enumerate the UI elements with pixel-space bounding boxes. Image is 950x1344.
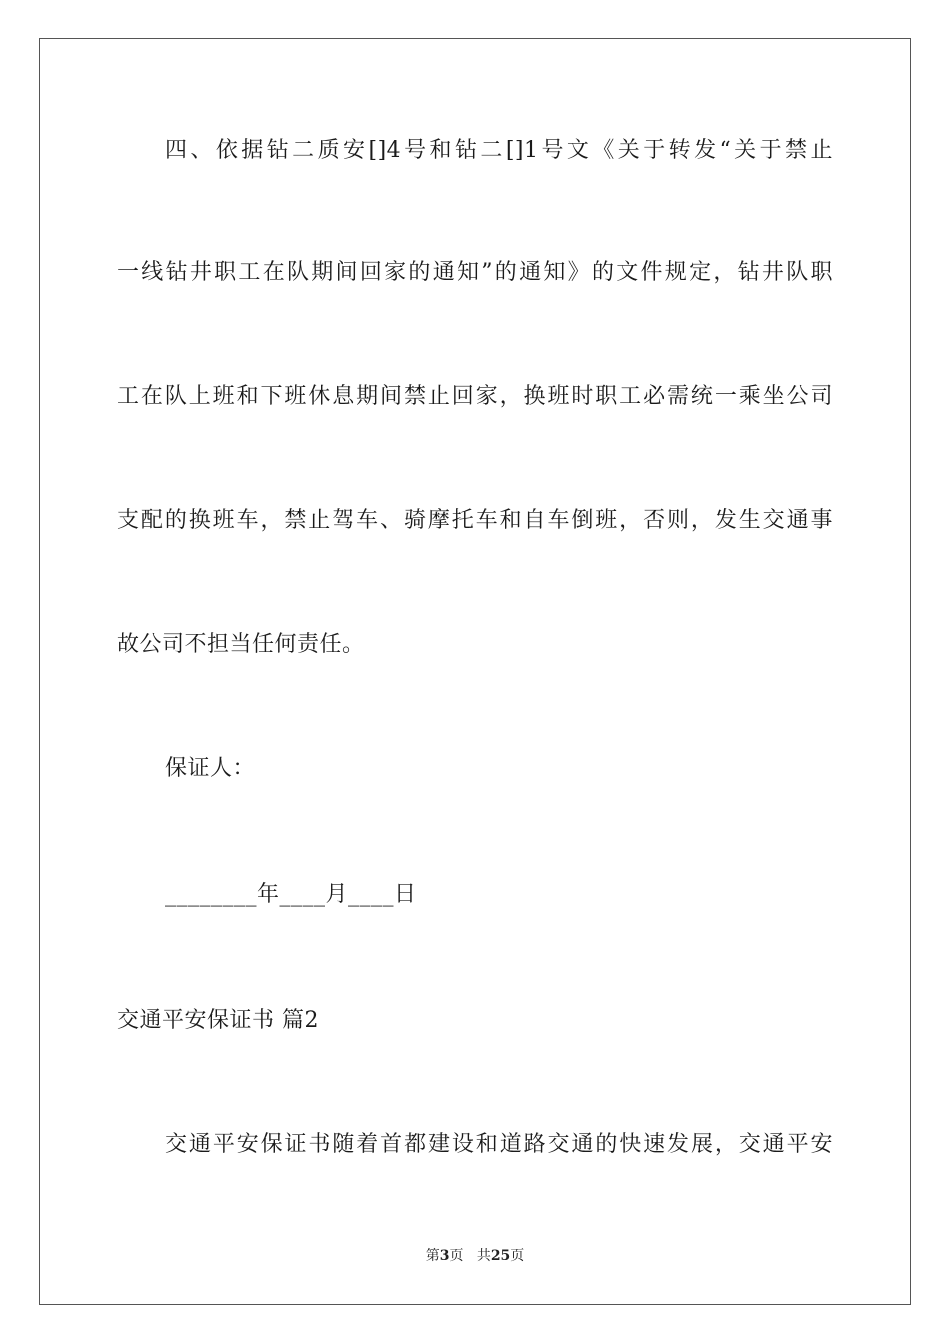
- footer-page-suffix: 页: [449, 1248, 464, 1264]
- paragraph-line: 四、依据钻二质安[]4号和钻二[]1号文《关于转发“关于禁止: [165, 138, 833, 163]
- paragraph-line: 故公司不担当任何责任。: [117, 632, 365, 657]
- current-page-number: 3: [439, 1248, 450, 1264]
- page-border: [39, 38, 911, 1305]
- footer-prefix: 第: [425, 1248, 440, 1264]
- paragraph-line: 工在队上班和下班休息期间禁止回家，换班时职工必需统一乘坐公司: [117, 384, 833, 409]
- guarantor-label: 保证人：: [165, 756, 256, 781]
- section-title: 交通平安保证书 篇2: [117, 1008, 319, 1033]
- paragraph-line: 一线钻井职工在队期间回家的通知”的通知》的文件规定，钻井队职: [117, 260, 833, 285]
- page-footer: [0, 1246, 950, 1266]
- footer-total-prefix: 共: [476, 1248, 491, 1264]
- paragraph-line: 支配的换班车，禁止驾车、骑摩托车和自车倒班，否则，发生交通事: [117, 508, 833, 533]
- paragraph-line: 交通平安保证书随着首都建设和道路交通的快速发展，交通平安: [165, 1132, 833, 1157]
- total-page-number: 25: [490, 1248, 511, 1264]
- date-line: ________年____月____日: [165, 882, 417, 907]
- footer-total-suffix: 页: [510, 1248, 525, 1264]
